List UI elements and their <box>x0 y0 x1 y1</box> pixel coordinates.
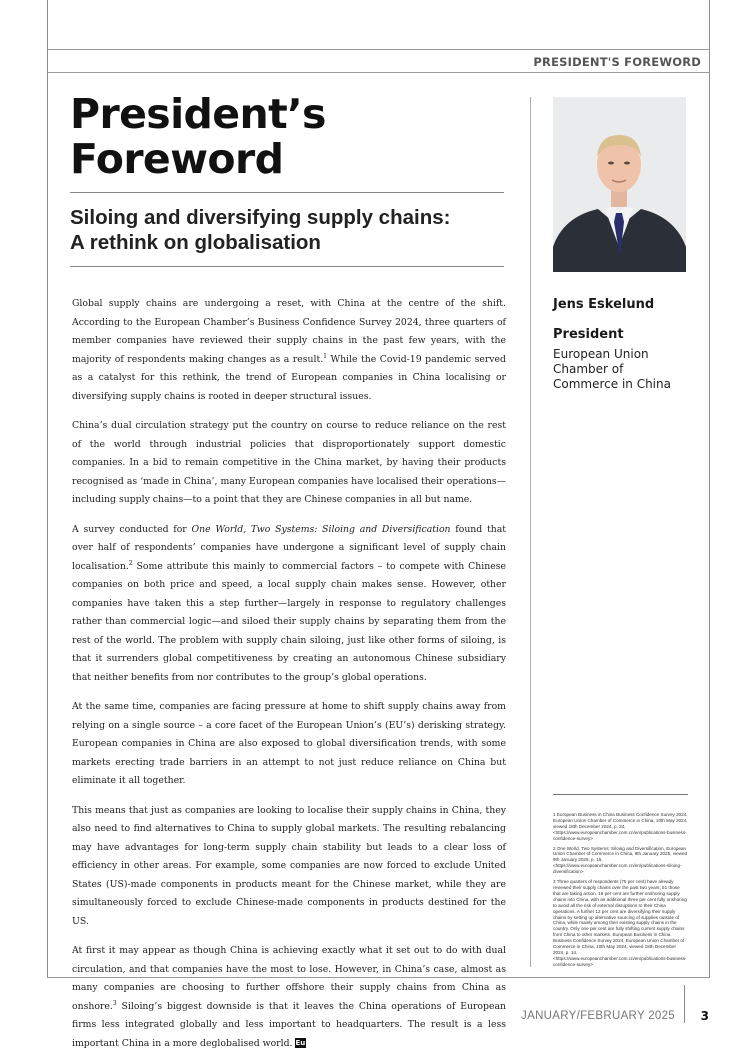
report-title: One World, Two Systems: Siloing and Diversification <box>191 523 451 535</box>
header-rule <box>47 49 710 50</box>
header-rule-lower <box>47 72 710 73</box>
footnotes <box>553 812 688 972</box>
title-rule <box>70 192 504 193</box>
page-title <box>70 92 510 182</box>
subtitle <box>70 205 510 255</box>
footnote-rule <box>553 794 688 795</box>
subtitle-line-2: A rethink on globalisation <box>70 231 321 254</box>
author-organisation: European Union Chamber of Commerce in China <box>553 347 671 391</box>
author-name: Jens Eskelund <box>553 297 655 312</box>
paragraph-5: This means that just as companies are looking to localise their supply chains in China, they also need to find alternatives to China to supply global markets. The resulting rebalancing may have advantages for long-term supply chain stability but leads to a clear loss of efficiency in other areas. For example, some companies are now forced to exclude United States (US)-made components in products meant for the Chinese market, while they are simultaneously forced to exclude Chinese-made components in products destined for the US. <box>72 804 506 927</box>
paragraph-1: Global supply chains are undergoing a reset, with China at the centre of the shift. According to the European Chamber’s Business Confidence Survey 2024, three quarters of member companies have reviewed their supply chains in the past few years, with the majority of respondents making changes as a result.$^1$ While the Covid-19 pandemic served as a catalyst for this rethink, the trend of European companies in China localising or diversifying supply chains is rooted in deeper structural issues. <box>72 298 506 402</box>
article-body <box>72 295 506 1064</box>
author-role: President <box>553 327 624 342</box>
end-mark-icon: Eu <box>295 1039 306 1047</box>
page-number: 3 <box>700 1009 709 1023</box>
paragraph-3: A survey conducted for One World, Two Systems: Siloing and Diversification found that over half of respondents’ companies have undergone a significant level of supply chain localisation.$^2$ Some attribute this mainly to commercial factors – to compete with Chinese companies on both price and speed, a local supply chain makes sense. However, other companies have taken this a step further—largely in response to regulatory challenges rather than commercial logic—and siloed their supply chains by separating them from the rest of the world. The problem with supply chain siloing, just like other forms of siloing, is that it surrenders global competitiveness by creating an autonomous Chinese subsidiary that neither benefits from nor contributes to the group’s global operations. <box>72 523 506 683</box>
right-margin-rule <box>709 0 710 977</box>
footnote-ref-1: 1 <box>323 352 327 360</box>
paragraph-6: At first it may appear as though China is achieving exactly what it set out to do with dual circulation, and that companies have the most to lose. However, in China’s case, almost as many companies are choosing to further offshore their supply chains from China as onshore.$^3$ Siloing’s biggest downside is that it leaves the China operations of European firms less integrated globally and less important to headquarters. The result is a less important China in a more deglobalised world. Eu <box>72 945 506 1049</box>
running-head: PRESIDENT'S FOREWORD <box>533 55 701 69</box>
paragraph-2: China’s dual circulation strategy put the country on course to reduce reliance on the rest of the world through industrial policies that disproportionately support domestic companies. In a bid to remain competitive in the China market, by having their products recognised as ‘made in China’, many European companies have localised their operations—including supply chains—to a point that they are Chinese companies in all but name. <box>72 420 506 505</box>
footnote-1: 1 European Business in China Business Confidence Survey 2024, European Union Chamber of Commerce in China, 10th May 2024, viewed 18th December 2024, p. 34, <https://www.europeanchamber.com.cn/en/publications-business-confidence-survey> <box>553 812 688 841</box>
left-margin-rule <box>47 0 48 977</box>
title-line-2: Foreword <box>70 135 284 183</box>
footnote-ref-3: 3 <box>112 999 117 1007</box>
author-photo <box>553 97 686 272</box>
issue-date: JANUARY/FEBRUARY 2025 <box>521 1010 675 1022</box>
paragraph-4: At the same time, companies are facing pressure at home to shift supply chains away from relying on a single source – a core facet of the European Union’s (EU’s) derisking strategy. European companies in China are also exposed to global diversification trends, with some markets erecting trade barriers in an attempt to not just reduce reliance on China but eliminate it all together. <box>72 701 506 786</box>
portrait-illustration <box>553 97 686 272</box>
subtitle-line-1: Siloing and diversifying supply chains: <box>70 206 451 229</box>
footnote-2: 2 One World, Two Systems: Siloing and Diversification, European Union Chamber of Commerce in China, 9th January 2025, viewed 9th January 2025, p. 15, <https://www.europeanchamber.com.cn/en/publications-siloing-diversification> <box>553 845 688 875</box>
footer-divider <box>684 985 685 1023</box>
subtitle-rule <box>70 266 504 267</box>
column-divider <box>530 97 531 967</box>
title-line-1: President’s <box>70 90 326 138</box>
footnote-ref-2: 2 <box>128 559 133 567</box>
footnote-3: 3 Three quarters of respondents (75 per cent) have already reviewed their supply chains over the past two years; 51 those that are taking action, 16 per cent are further onshoring supply chains into China, with an additional three per cent fully onshoring to avoid all the risk of external disruptions to their China operations. A further 12 per cent are diversifying their supply chains by setting up alternative sourcing of supplies outside of China, while mainly among their existing supply chains in the country. Only one per cent are fully shifting current supply chains from China to other markets. European Business in China Business Confidence Survey 2024, European Union Chamber of Commerce in China, 10th May 2024, viewed 18th December 2024, p. 14, <https://www.europeanchamber.com.cn/en/publications-business-confidence-survey> <box>553 879 687 967</box>
